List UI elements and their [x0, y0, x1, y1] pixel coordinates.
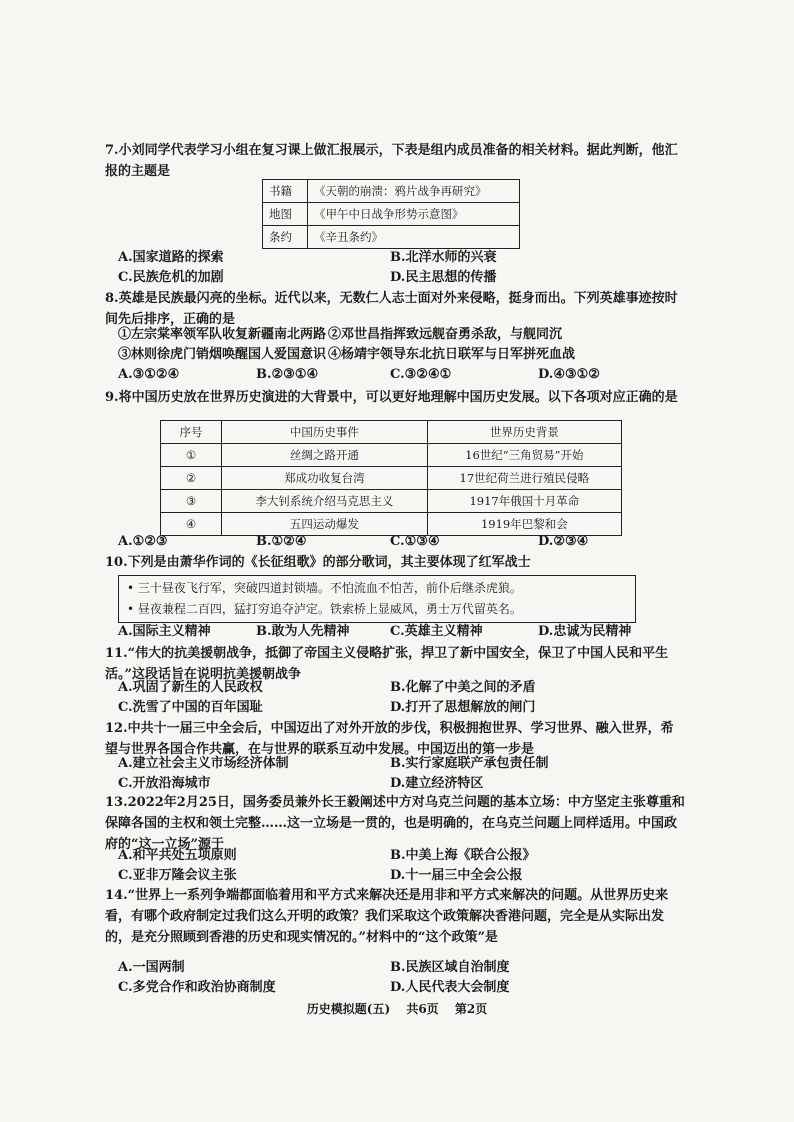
question-10-stem: 10.下列是由萧华作词的《长征组歌》的部分歌词，其主要体现了红军战士	[105, 555, 531, 570]
col-header: 世界历史背景	[427, 421, 621, 444]
option-d: D.忠诚为民精神	[538, 624, 632, 639]
q7-value: 《天朝的崩溃：鸦片战争再研究》	[308, 180, 520, 203]
chinese-event: 五四运动爆发	[222, 513, 428, 536]
option-d: D.④③①②	[538, 367, 600, 382]
q7-key: 书籍	[263, 180, 308, 203]
chinese-event: 郑成功收复台湾	[222, 467, 428, 490]
question-11-stem: 11.“伟大的抗美援朝战争，抵御了帝国主义侵略扩张，捍卫了新中国安全，保卫了中国人民和平生活。”这段话旨在说明抗美援朝战争	[105, 646, 669, 682]
option-c: C.开放沿海城市	[118, 776, 211, 791]
table-row	[161, 490, 622, 513]
q7-value: 《甲午中日战争形势示意图》	[308, 203, 520, 226]
world-background: 1919年巴黎和会	[427, 513, 621, 536]
option-b: B.化解了中美之间的矛盾	[390, 680, 536, 695]
option-a: A.国家道路的探索	[118, 250, 224, 265]
option-a: A.巩固了新生的人民政权	[118, 680, 263, 695]
option-d: D.打开了思想解放的闸门	[390, 700, 536, 715]
q7-key: 条约	[263, 226, 308, 249]
q8-item-1: ①左宗棠率领军队收复新疆南北两路	[118, 327, 327, 342]
option-b: B.实行家庭联产承包责任制	[390, 756, 549, 771]
row-number: ③	[161, 490, 222, 513]
table-row	[263, 180, 520, 203]
option-a: A.一国两制	[118, 960, 185, 975]
q7-material-table	[262, 179, 520, 249]
question-13-stem: 13.2022年2月25日，国务委员兼外长王毅阐述中方对乌克兰问题的基本立场：中方坚定主张尊重和保障各国的主权和领土完整……这一立场是一贯的，也是明确的，在乌克兰问题上同样适用。中国政府的“这一立场”源于	[105, 795, 685, 852]
table-header-row	[161, 421, 622, 444]
q8-item-3: ③林则徐虎门销烟唤醒国人爱国意识	[118, 347, 327, 362]
option-a: A.和平共处五项原则	[118, 848, 237, 863]
option-b: B.②③①④	[256, 367, 319, 382]
q8-item-4: ④杨靖宇领导东北抗日联军与日军拼死血战	[328, 347, 576, 362]
option-b: B.中美上海《联合公报》	[390, 848, 536, 863]
q8-item-2: ②邓世昌指挥致远舰奋勇杀敌，与舰同沉	[328, 327, 563, 342]
q7-key: 地图	[263, 203, 308, 226]
option-c: C.民族危机的加剧	[118, 270, 224, 285]
table-row	[263, 203, 520, 226]
q7-value: 《辛丑条约》	[308, 226, 520, 249]
option-c: C.英雄主义精神	[390, 624, 483, 639]
option-a: A.国际主义精神	[118, 624, 211, 639]
option-d: D.建立经济特区	[390, 776, 484, 791]
exam-title: 历史模拟题(五)	[306, 1002, 391, 1016]
table-row	[161, 444, 622, 467]
total-pages: 共6页	[406, 1002, 439, 1016]
row-number: ④	[161, 513, 222, 536]
q10-lyrics-box	[118, 575, 636, 623]
table-row	[263, 226, 520, 249]
col-header: 中国历史事件	[222, 421, 428, 444]
option-d: D.民主思想的传播	[390, 270, 497, 285]
q9-events-table	[160, 420, 622, 536]
page-footer	[0, 1000, 794, 1017]
option-b: B.北洋水师的兴衰	[390, 250, 497, 265]
option-b: B.民族区域自治制度	[390, 960, 510, 975]
option-a: A.③①②④	[118, 367, 180, 382]
option-a: A.①②③	[118, 534, 168, 549]
option-c: C.洗雪了中国的百年国耻	[118, 700, 263, 715]
table-row	[161, 467, 622, 490]
option-d: D.十一届三中全会公报	[390, 868, 523, 883]
page-number: 第2页	[454, 1002, 488, 1016]
lyric-line: • 三十昼夜飞行军，突破四道封锁墙。不怕流血不怕苦，前仆后继杀虎狼。	[127, 581, 522, 595]
world-background: 17世纪荷兰进行殖民侵略	[427, 467, 621, 490]
question-14-stem: 14.“世界上一系列争端都面临着用和平方式来解决还是用非和平方式来解决的问题。从世界历史来看，有哪个政府制定过我们这么开明的政策？我们采取这个政策解决香港问题，完全是从实际出发的，是充分照顾到香港的历史和现实情况的。”材料中的“这个政策”是	[105, 888, 669, 945]
world-background: 16世纪“三角贸易”开始	[427, 444, 621, 467]
row-number: ①	[161, 444, 222, 467]
world-background: 1917年俄国十月革命	[427, 490, 621, 513]
question-12-stem: 12.中共十一届三中全会后，中国迈出了对外开放的步伐，积极拥抱世界、学习世界、融入世界，希望与世界各国合作共赢，在与世界的联系互动中发展。中国迈出的第一步是	[105, 721, 674, 757]
option-c: C.亚非万隆会议主张	[118, 868, 237, 883]
question-9-stem: 9.将中国历史放在世界历史演进的大背景中，可以更好地理解中国历史发展。以下各项对应正确的是	[105, 390, 678, 405]
option-c: C.①③④	[390, 534, 440, 549]
option-c: C.③②④①	[390, 367, 452, 382]
option-b: B.①②④	[256, 534, 307, 549]
lyric-line: • 昼夜兼程二百四，猛打穷追夺泸定。铁索桥上显威风，勇士万代留英名。	[127, 602, 522, 616]
option-d: D.②③④	[538, 534, 589, 549]
option-b: B.敢为人先精神	[256, 624, 350, 639]
col-header: 序号	[161, 421, 222, 444]
chinese-event: 丝绸之路开通	[222, 444, 428, 467]
option-d: D.人民代表大会制度	[390, 980, 510, 995]
option-a: A.建立社会主义市场经济体制	[118, 756, 289, 771]
option-c: C.多党合作和政治协商制度	[118, 980, 276, 995]
question-8-stem: 8.英雄是民族最闪亮的坐标。近代以来，无数仁人志士面对外来侵略，挺身而出。下列英雄事迹按时间先后排序，正确的是	[105, 291, 678, 327]
question-7-stem: 7.小刘同学代表学习小组在复习课上做汇报展示，下表是组内成员准备的相关材料。据此判断，他汇报的主题是	[105, 143, 678, 179]
chinese-event: 李大钊系统介绍马克思主义	[222, 490, 428, 513]
row-number: ②	[161, 467, 222, 490]
